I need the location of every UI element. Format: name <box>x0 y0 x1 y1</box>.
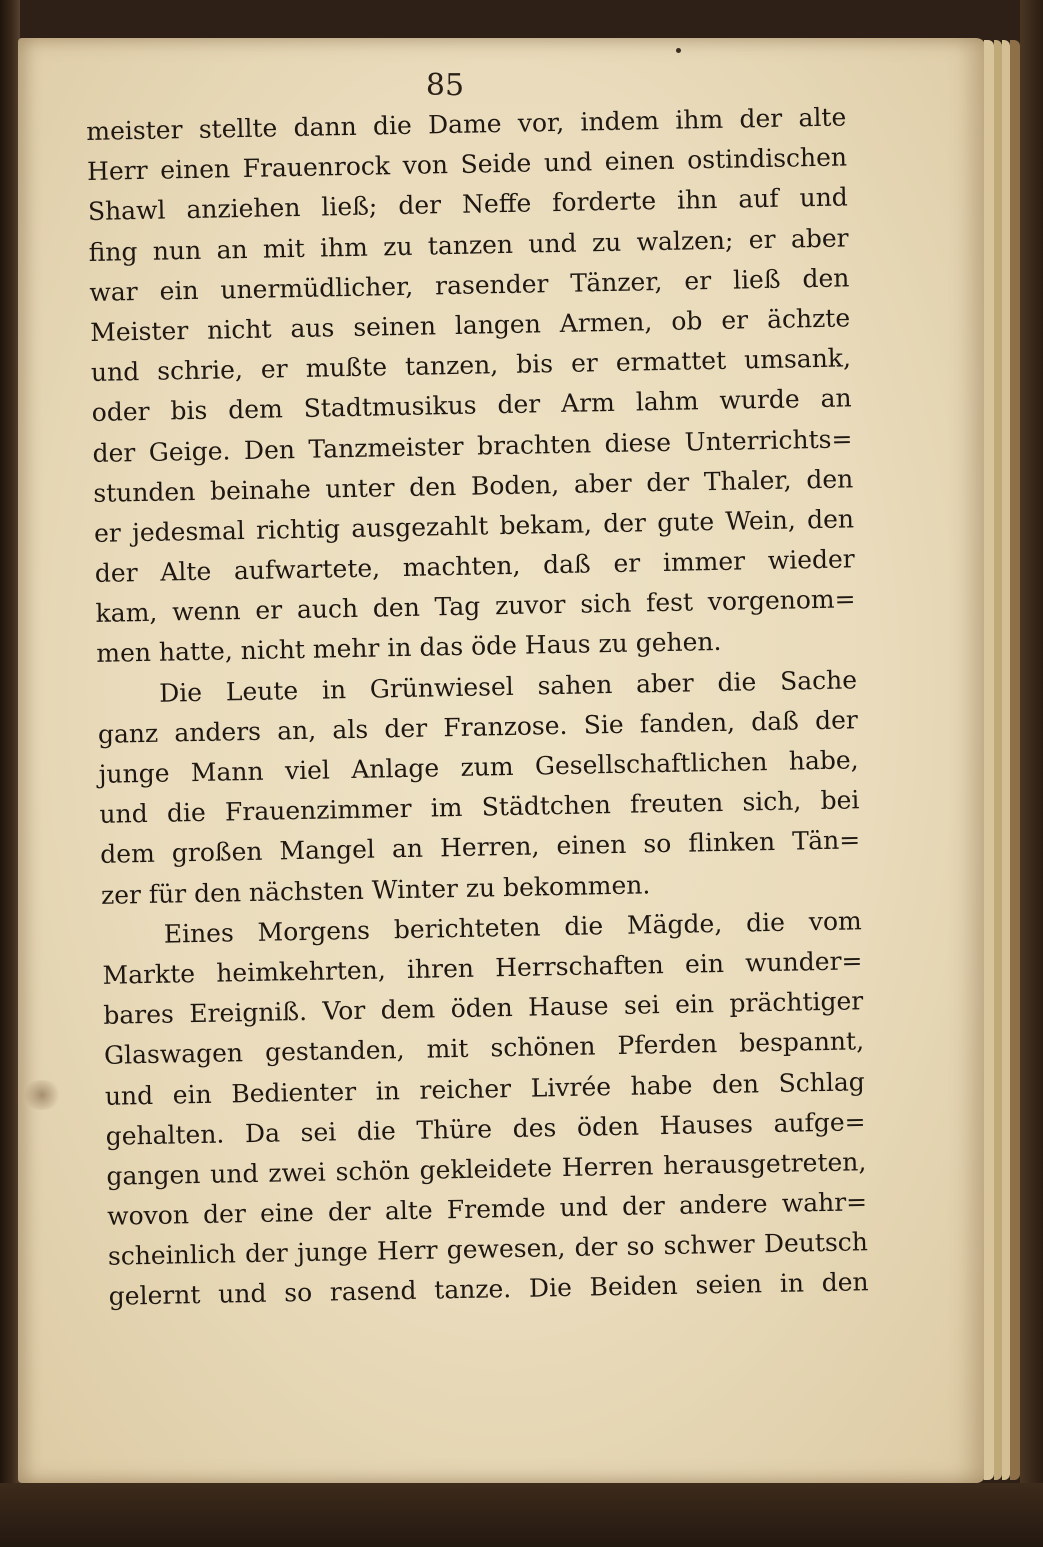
text-line: und ein Bedienter in reicher Livrée habe den Schlag <box>104 1066 866 1111</box>
text-line: Glaswagen gestanden, mit schönen Pferden bespannt, <box>103 1026 865 1071</box>
text-line: scheinlich der junge Herr gewesen, der so schwer Deutsch <box>107 1227 869 1272</box>
text-line: der Geige. Den Tanzmeister brachten diese Unterrichts= <box>92 423 853 468</box>
text-line: junge Mann viel Anlage zum Gesellschaftlichen habe, <box>98 745 859 789</box>
text-line: gehalten. Da sei die Thüre des öden Hauses aufge= <box>105 1106 866 1151</box>
text-line: gelernt und so rasend tanze. Die Beiden seien in den <box>108 1267 869 1312</box>
text-line: men hatte, nicht mehr in das öde Haus zu gehen. <box>96 627 722 669</box>
text-line: bares Ereigniß. Vor dem öden Hause sei ein prächtiger <box>103 986 864 1030</box>
bottom-cover-edge <box>0 1483 1043 1547</box>
text-line: oder bis dem Stadtmusikus der Arm lahm wurde an <box>91 383 852 428</box>
text-line: meister stellte dann die Dame vor, indem ihm der alte <box>86 102 847 146</box>
page-edge <box>1002 40 1010 1480</box>
text-line: Meister nicht aus seinen langen Armen, ob er ächzte <box>89 303 851 347</box>
text-line: er jedesmal richtig ausgezahlt bekam, der gute Wein, den <box>93 504 855 548</box>
text-line: gangen und zwei schön gekleidete Herren herausgetreten, <box>106 1147 867 1191</box>
text-line: dem großen Mangel an Herren, einen so flinken Tän= <box>99 825 861 870</box>
page-number: 85 <box>425 68 465 103</box>
page-edge <box>1010 40 1020 1480</box>
ink-speck <box>676 48 681 53</box>
paper-stain <box>22 1080 62 1110</box>
text-line: wovon der eine der alte Fremde und der andere wahr= <box>106 1187 868 1231</box>
text-line: kam, wenn er auch den Tag zuvor sich fest vorgenom= <box>95 584 856 629</box>
text-line: Herr einen Frauenrock von Seide und einen ostindischen <box>86 142 848 187</box>
text-line: Eines Morgens berichteten die Mägde, die vom <box>163 906 862 949</box>
text-line: war ein unermüdlicher, rasender Tänzer, er ließ den <box>89 263 850 307</box>
text-line: und die Frauenzimmer im Städtchen freuten sich, bei <box>99 785 860 830</box>
text-line: ganz anders an, als der Franzose. Sie fanden, daß der <box>97 705 859 749</box>
text-line: der Alte aufwartete, machten, daß er immer wieder <box>94 544 855 588</box>
right-cover-edge <box>1020 0 1043 1547</box>
text-line: zer für den nächsten Winter zu bekommen. <box>100 869 651 910</box>
text-line: fing nun an mit ihm zu tanzen und zu walzen; er aber <box>88 222 849 267</box>
text-line: stunden beinahe unter den Boden, aber der Thaler, den <box>93 464 854 508</box>
text-line: Shawl anziehen ließ; der Neffe forderte ihn auf und <box>87 182 849 227</box>
page-edge <box>994 40 1002 1480</box>
page-edge <box>984 40 994 1480</box>
left-binding-edge <box>0 0 20 1547</box>
text-line: und schrie, er mußte tanzen, bis er ermattet umsank, <box>90 343 852 388</box>
text-line: Die Leute in Grünwiesel sahen aber die Sache <box>158 664 858 708</box>
text-line: Markte heimkehrten, ihren Herrschaften ein wunder= <box>102 946 863 990</box>
body-text <box>86 97 869 1317</box>
